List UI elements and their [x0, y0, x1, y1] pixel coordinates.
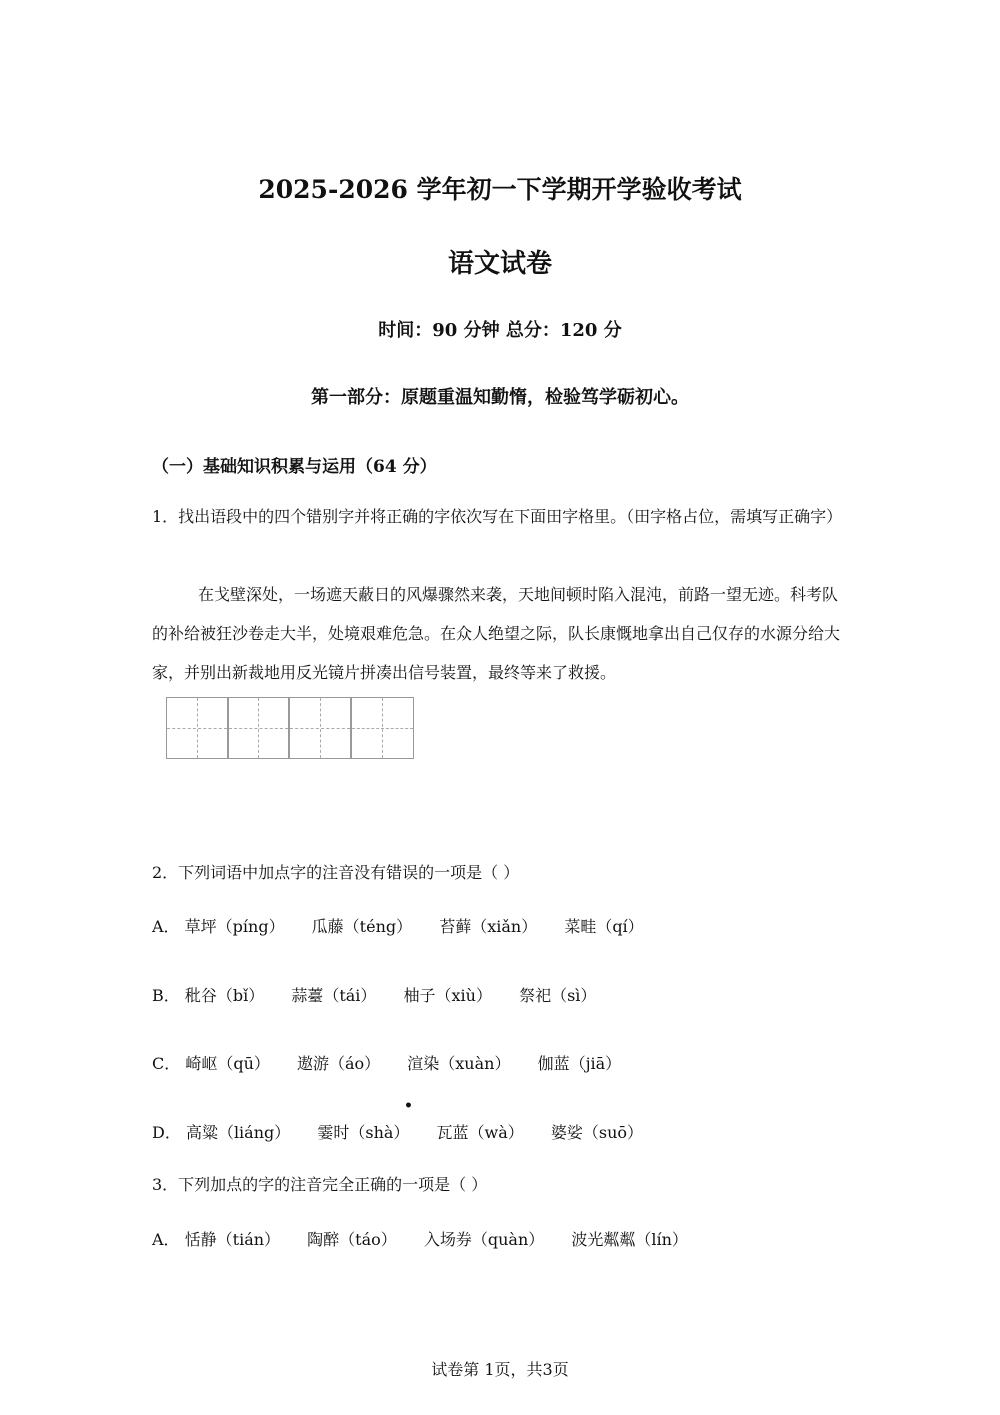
question-2-option-b[interactable] [152, 983, 618, 1006]
option-item: 秕谷（bǐ） [184, 986, 265, 1005]
exam-subject: 语文试卷 [447, 249, 552, 279]
option-item: 菜畦（qí） [564, 917, 644, 936]
question-2-prompt: 2．下列词语中加点字的注音没有错误的一项是（ ） [152, 863, 520, 882]
option-item: 恬静（tián） [184, 1230, 281, 1249]
option-label: A． [152, 1230, 180, 1249]
option-item: 蒜薹（tái） [291, 986, 377, 1005]
section-heading: （一）基础知识积累与运用（64 分） [152, 457, 437, 477]
emphasis-dot: • [404, 1098, 413, 1114]
option-item: 婆娑（suō） [550, 1123, 644, 1142]
option-label: C． [152, 1054, 181, 1073]
answer-cell[interactable] [352, 698, 413, 758]
option-item: 入场券（quàn） [423, 1230, 545, 1249]
page-footer: 试卷第 1页，共3页 [431, 1360, 569, 1379]
tianzige-answer-grid[interactable] [166, 697, 414, 759]
option-item: 草坪（píng） [184, 917, 285, 936]
answer-cell[interactable] [167, 698, 229, 758]
part-heading: 第一部分：原题重温知勤惰，检验笃学砺初心。 [311, 387, 689, 408]
option-item: 柚子（xiù） [403, 986, 492, 1005]
option-item: 伽蓝（jiā） [537, 1054, 622, 1073]
option-item: 祭祀（sì） [519, 986, 597, 1005]
option-item: 瓜藤（téng） [311, 917, 413, 936]
option-item: 陶醉（táo） [307, 1230, 397, 1249]
answer-cell[interactable] [229, 698, 291, 758]
option-item: 波光粼粼（lín） [571, 1230, 688, 1249]
option-label: B． [152, 986, 180, 1005]
question-3-prompt: 3．下列加点的字的注音完全正确的一项是（ ） [152, 1175, 488, 1194]
option-item: 高粱（liáng） [185, 1123, 291, 1142]
option-item: 霎时（shà） [317, 1123, 410, 1142]
question-2-option-c[interactable] [152, 1051, 643, 1074]
option-label: D． [152, 1123, 181, 1142]
option-item: 渲染（xuàn） [407, 1054, 511, 1073]
question-1-prompt: 1．找出语段中的四个错别字并将正确的字依次写在下面田字格里。（田字格占位，需填写正确字） [152, 507, 843, 526]
option-item: 遨游（áo） [297, 1054, 381, 1073]
question-3-option-a[interactable] [152, 1227, 710, 1250]
option-item: 瓦蓝（wà） [436, 1123, 524, 1142]
option-label: A． [152, 917, 180, 936]
answer-cell[interactable] [290, 698, 352, 758]
option-item: 崎岖（qū） [185, 1054, 270, 1073]
option-item: 苔藓（xiǎn） [439, 917, 538, 936]
question-1-passage: 在戈壁深处，一场遮天蔽日的风爆骤然来袭，天地间顿时陷入混沌，前路一望无迹。科考队的补给被狂沙卷走大半，处境艰难危急。在众人绝望之际，队长康慨地拿出自己仅存的水源分给大家，并别出新裁地用反光镜片拼凑出信号装置，最终等来了救援。 [152, 585, 841, 682]
exam-info: 时间：90 分钟 总分：120 分 [378, 320, 622, 341]
question-2-option-d[interactable] [152, 1120, 665, 1143]
exam-title: 2025-2026 学年初一下学期开学验收考试 [258, 175, 742, 204]
question-2-option-a[interactable] [152, 914, 666, 937]
